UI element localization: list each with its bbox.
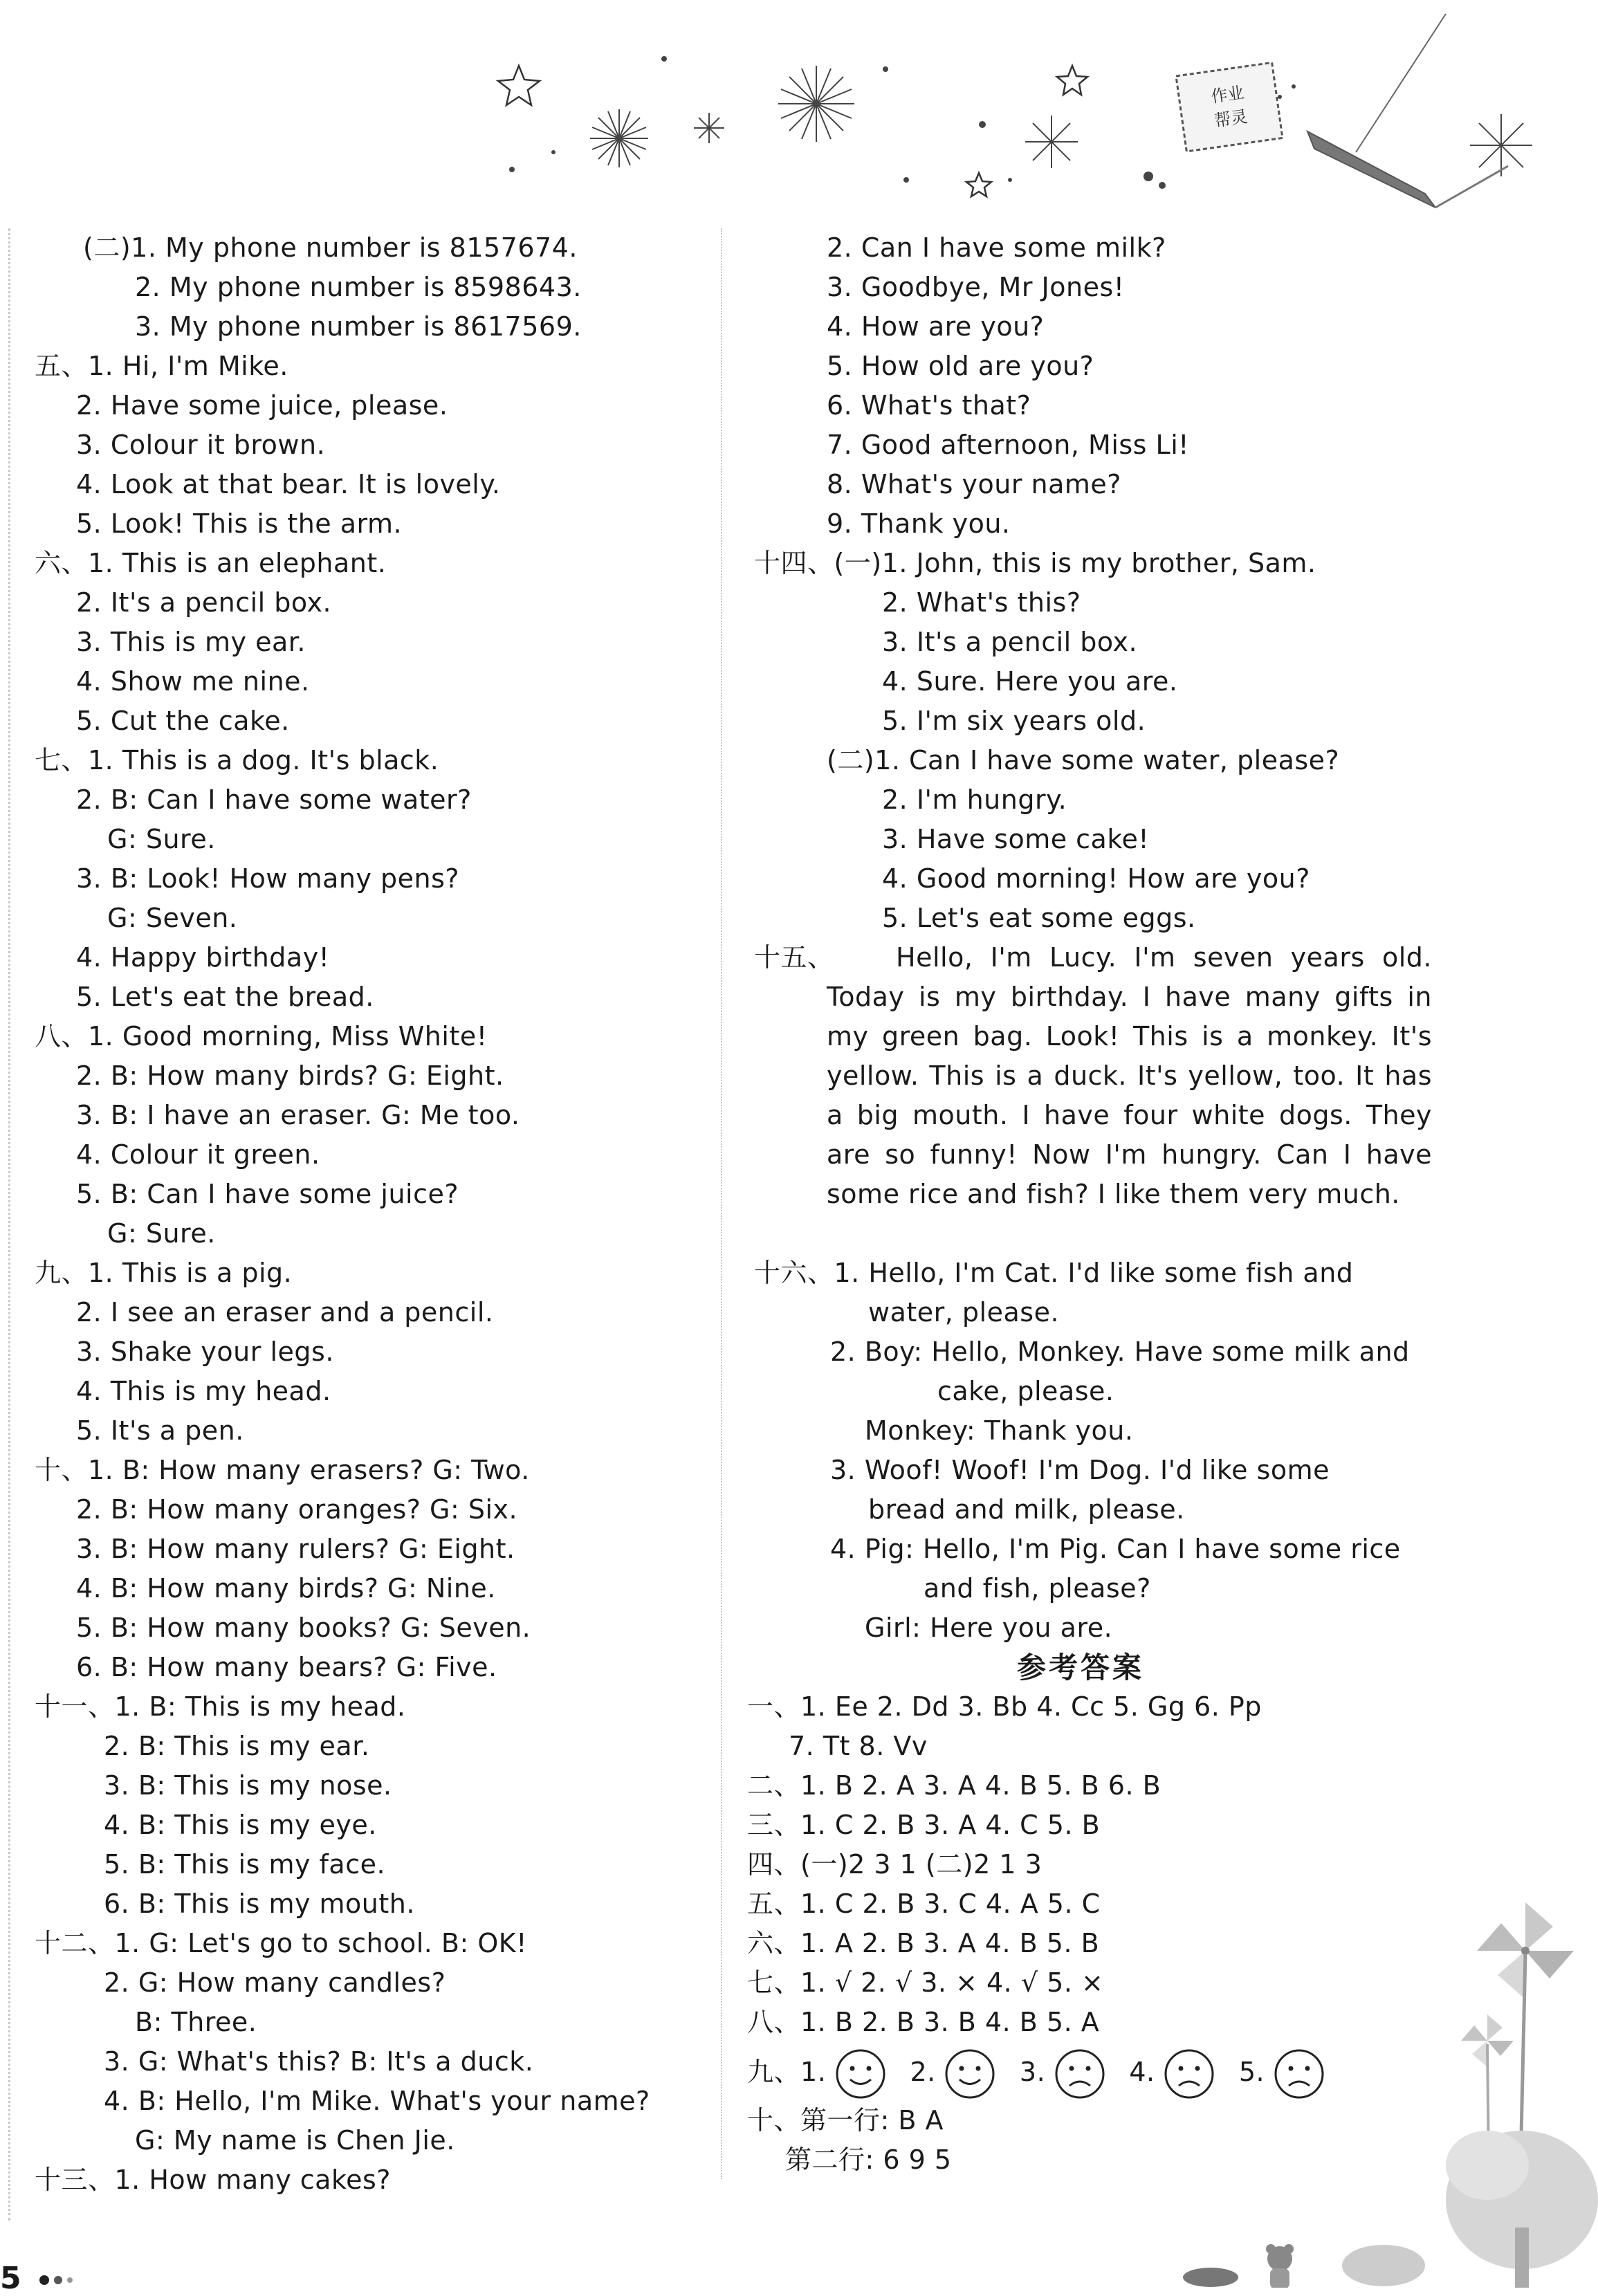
text-line: 3. Colour it brown. — [76, 430, 326, 460]
svg-text:作业: 作业 — [1209, 82, 1246, 107]
text-line: 2. G: How many candles? — [104, 1967, 446, 1998]
text-line: 十一、1. B: This is my head. — [35, 1691, 406, 1722]
text-line: 3. B: I have an eraser. G: Me too. — [76, 1100, 520, 1130]
answer-line: 三、1. C 2. B 3. A 4. C 5. B — [747, 1810, 1101, 1840]
face-number: 5. — [1238, 2057, 1265, 2087]
header-decoration — [0, 0, 1598, 228]
answer-line: 一、1. Ee 2. Dd 3. Bb 4. Cc 5. Gg 6. Pp — [747, 1691, 1262, 1722]
face-number: 3. — [1019, 2057, 1046, 2087]
text-line: (二)1. My phone number is 8157674. — [83, 232, 578, 263]
swing-icon — [1307, 14, 1508, 208]
text-line: 六、1. This is an elephant. — [35, 548, 387, 578]
text-line: 十二、1. G: Let's go to school. B: OK! — [35, 1928, 527, 1958]
text-line: 6. B: This is my mouth. — [104, 1889, 415, 1919]
text-line: 3. B: How many rulers? G: Eight. — [76, 1534, 515, 1564]
text-line: G: My name is Chen Jie. — [135, 2125, 455, 2156]
text-line: 3. My phone number is 8617569. — [135, 311, 582, 342]
text-line: 5. Let's eat the bread. — [76, 982, 374, 1012]
text-line: 5. I'm six years old. — [882, 706, 1146, 736]
text-line: 2. Boy: Hello, Monkey. Have some milk and — [830, 1337, 1410, 1367]
answer-line: 七、1. √ 2. √ 3. × 4. √ 5. × — [747, 1967, 1104, 1998]
tree-icon — [1446, 2131, 1598, 2288]
sad-face-icon — [1054, 2048, 1105, 2100]
text-line: and fish, please? — [924, 1573, 1151, 1604]
text-line: Girl: Here you are. — [865, 1613, 1113, 1643]
text-line: G: Sure. — [107, 824, 216, 854]
face-number: 4. — [1129, 2057, 1155, 2087]
text-line: 2. My phone number is 8598643. — [135, 272, 582, 302]
text-line: 5. Look! This is the arm. — [76, 508, 403, 539]
text-line: 6. B: How many bears? G: Five. — [76, 1652, 497, 1682]
sad-face-icon — [1274, 2048, 1325, 2100]
text-line: 五、1. Hi, I'm Mike. — [35, 351, 288, 381]
smiley-face-icon — [835, 2048, 886, 2100]
text-line: 8. What's your name? — [827, 469, 1121, 499]
text-line: 3. G: What's this? B: It's a duck. — [104, 2046, 534, 2077]
smiley-face-icon — [944, 2048, 995, 2100]
text-line: 4. Good morning! How are you? — [882, 863, 1310, 894]
firework-icon — [1470, 114, 1532, 176]
left-margin-divider — [8, 228, 10, 2221]
text-line: 4. Pig: Hello, I'm Pig. Can I have some rice — [830, 1534, 1401, 1564]
answer-line: 四、(一)2 3 1 (二)2 1 3 — [747, 1849, 1043, 1880]
text-line: 6. What's that? — [827, 390, 1031, 421]
text-line: 2. B: How many oranges? G: Six. — [76, 1494, 518, 1525]
answer-label: 九、 — [747, 2057, 801, 2087]
text-line: 5. Let's eat some eggs. — [882, 903, 1196, 933]
text-line: B: Three. — [135, 2007, 257, 2037]
text-line: 4. How are you? — [827, 311, 1045, 342]
firework-icon — [1025, 116, 1078, 168]
page-number: 5 — [0, 2261, 21, 2296]
answer-line: 六、1. A 2. B 3. A 4. B 5. B — [747, 1928, 1100, 1958]
text-line: 九、1. This is a pig. — [35, 1258, 293, 1288]
text-line: 5. B: This is my face. — [104, 1849, 386, 1880]
text-line: bread and milk, please. — [868, 1494, 1185, 1525]
text-line: 3. Woof! Woof! I'm Dog. I'd like some — [830, 1455, 1330, 1485]
answer-line: 八、1. B 2. B 3. B 4. B 5. A — [747, 2007, 1100, 2037]
stamp-icon — [1176, 63, 1283, 151]
text-line: 3. B: This is my nose. — [104, 1770, 392, 1801]
column-divider — [721, 228, 722, 2179]
page-dots-icon — [39, 2273, 80, 2287]
text-line: 2. I'm hungry. — [882, 784, 1067, 815]
text-line: 七、1. This is a dog. It's black. — [35, 745, 439, 775]
answer-line: 十、第一行: B A — [747, 2105, 944, 2136]
face-number: 1. — [800, 2057, 827, 2087]
text-line: 2. B: Can I have some water? — [76, 784, 472, 815]
firework-icon — [778, 66, 854, 142]
text-line: cake, please. — [937, 1376, 1114, 1406]
text-line: 十、1. B: How many erasers? G: Two. — [35, 1455, 530, 1485]
section-15-paragraph: Hello, I'm Lucy. I'm seven years old. Today is my birthday. I have many gifts in my green bag. Look! This is a monkey. It's yellow. This is a duck. It's yellow, too. It has a big mouth. I have four white dogs. They are so funny! Now I'm hungry. Can I have some rice and fish? I like them very much. — [827, 942, 1432, 1209]
answer-line: 二、1. B 2. A 3. A 4. B 5. B 6. B — [747, 1770, 1161, 1801]
text-line: 4. Sure. Here you are. — [882, 666, 1178, 697]
bear-icon — [1266, 2244, 1294, 2288]
text-line: 3. Shake your legs. — [76, 1337, 334, 1367]
text-line: (二)1. Can I have some water, please? — [827, 745, 1340, 775]
text-line: 2. Can I have some milk? — [827, 232, 1166, 263]
text-line: 4. This is my head. — [76, 1376, 331, 1406]
text-line: 5. It's a pen. — [76, 1415, 244, 1446]
text-line: 3. This is my ear. — [76, 627, 306, 657]
text-line: 4. B: This is my eye. — [104, 1810, 377, 1840]
star-icon — [966, 173, 991, 196]
star-icon — [498, 66, 540, 105]
section-label: 十五、 — [754, 942, 834, 973]
answer-line: 五、1. C 2. B 3. C 4. A 5. C — [747, 1889, 1101, 1919]
text-line: 7. Good afternoon, Miss Li! — [827, 430, 1190, 460]
text-line: 十四、(一)1. John, this is my brother, Sam. — [754, 548, 1316, 578]
text-line: 9. Thank you. — [827, 508, 1011, 539]
text-line: 2. B: This is my ear. — [104, 1731, 370, 1761]
answer-line: 7. Tt 8. Vv — [789, 1731, 928, 1761]
text-line: 4. B: Hello, I'm Mike. What's your name? — [104, 2086, 650, 2116]
text-line: 2. B: How many birds? G: Eight. — [76, 1060, 504, 1091]
text-line: 5. B: Can I have some juice? — [76, 1179, 459, 1209]
text-line: 2. It's a pencil box. — [76, 587, 332, 618]
text-line: 4. Show me nine. — [76, 666, 310, 697]
text-line: G: Seven. — [107, 903, 238, 933]
text-line: 十六、1. Hello, I'm Cat. I'd like some fish and — [754, 1258, 1354, 1288]
answer-key-heading: 参考答案 — [1017, 1651, 1145, 1684]
text-line: 八、1. Good morning, Miss White! — [35, 1021, 488, 1051]
firework-icon — [694, 113, 724, 143]
text-line: 4. B: How many birds? G: Nine. — [76, 1573, 496, 1604]
text-line: 十三、1. How many cakes? — [35, 2165, 391, 2195]
text-line: 4. Happy birthday! — [76, 942, 330, 973]
text-line: 4. Look at that bear. It is lovely. — [76, 469, 501, 499]
face-number: 2. — [910, 2057, 936, 2087]
text-line: 5. B: How many books? G: Seven. — [76, 1613, 531, 1643]
text-line: 3. Have some cake! — [882, 824, 1150, 854]
text-line: 2. I see an eraser and a pencil. — [76, 1297, 494, 1328]
star-icon — [1057, 66, 1087, 95]
pinwheel-tree-decoration — [1439, 1868, 1598, 2288]
text-line: G: Sure. — [107, 1218, 216, 1249]
answer-line: 第二行: 6 9 5 — [785, 2145, 952, 2175]
text-line: 3. B: Look! How many pens? — [76, 863, 460, 894]
answer-line-faces — [747, 2044, 1325, 2100]
text-line: 3. Goodbye, Mr Jones! — [827, 272, 1125, 302]
sad-face-icon — [1164, 2048, 1215, 2100]
text-line: 5. Cut the cake. — [76, 706, 290, 736]
text-line: 2. What's this? — [882, 587, 1081, 618]
bottom-animals-decoration — [1176, 2228, 1439, 2288]
text-line: 3. It's a pencil box. — [882, 627, 1138, 657]
firework-icon — [590, 109, 648, 167]
text-line: water, please. — [868, 1297, 1060, 1328]
text-line: 2. Have some juice, please. — [76, 390, 448, 421]
svg-text:帮灵: 帮灵 — [1213, 107, 1249, 131]
text-line: 5. How old are you? — [827, 351, 1094, 381]
text-line: Monkey: Thank you. — [865, 1415, 1134, 1446]
text-line: 4. Colour it green. — [76, 1139, 320, 1170]
